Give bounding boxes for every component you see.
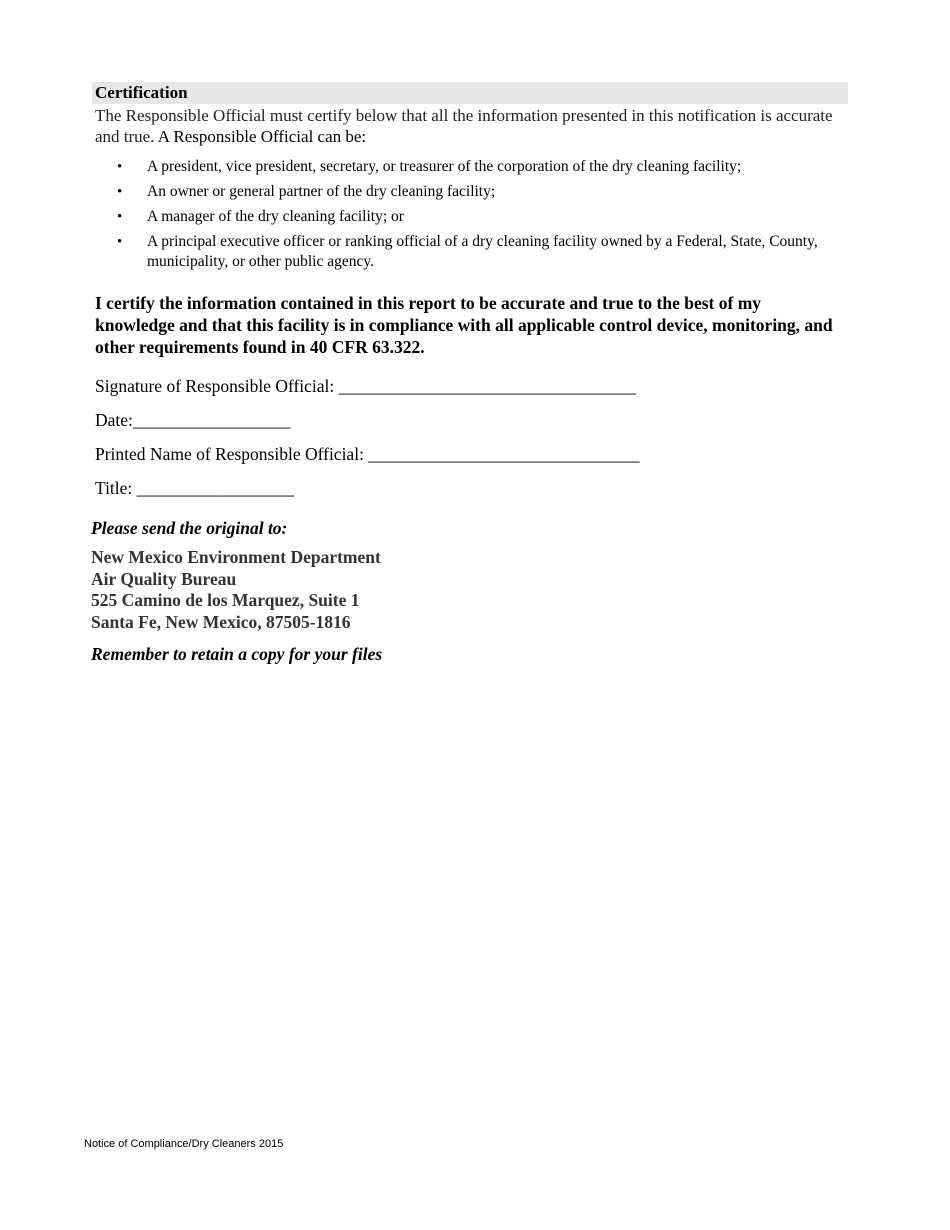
address-line: 525 Camino de los Marquez, Suite 1 <box>91 590 360 611</box>
mailing-address <box>91 547 381 633</box>
list-item-text: A president, vice president, secretary, or treasurer of the corporation of the dry cleaning facility; <box>147 158 742 175</box>
send-instruction: Please send the original to: <box>91 518 288 538</box>
intro-text-part1: The Responsible Official must certify below that all the information presented in this notification is accurate and true. <box>95 106 833 146</box>
address-line: Air Quality Bureau <box>91 568 237 589</box>
certification-intro <box>95 105 855 147</box>
list-item-text: An owner or general partner of the dry cleaning facility; <box>147 183 496 200</box>
signature-field[interactable]: Signature of Responsible Official: __________________________________ <box>95 376 637 396</box>
printed-name-field[interactable]: Printed Name of Responsible Official: _______________________________ <box>95 444 640 464</box>
certification-statement: I certify the information contained in this report to be accurate and true to the best of my knowledge and that this facility is in compliance with all applicable control device, monitoring, and other requirements found in 40 CFR 63.322. <box>95 293 833 357</box>
address-line: New Mexico Environment Department <box>91 547 381 567</box>
bullet-icon: • <box>117 209 123 225</box>
list-item <box>95 182 855 202</box>
date-field[interactable]: Date:__________________ <box>95 410 291 430</box>
address-line: Santa Fe, New Mexico, 87505-1816 <box>91 611 351 632</box>
list-item-text: A principal executive officer or ranking official of a dry cleaning facility owned by a Federal, State, County, municipality, or other public agency. <box>147 233 818 270</box>
retain-copy-note: Remember to retain a copy for your files <box>91 644 383 664</box>
bullet-icon: • <box>117 234 123 250</box>
responsible-official-list <box>95 157 855 277</box>
bullet-icon: • <box>117 159 123 175</box>
page-footer: Notice of Compliance/Dry Cleaners 2015 <box>84 1138 284 1150</box>
list-item-text: A manager of the dry cleaning facility; or <box>147 208 404 225</box>
list-item <box>95 157 855 177</box>
intro-text-part2: A Responsible Official can be: <box>157 127 367 146</box>
list-item <box>95 207 855 227</box>
bullet-icon: • <box>117 184 123 200</box>
list-item <box>95 232 855 272</box>
certification-section-header <box>92 82 848 104</box>
certification-heading: Certification <box>95 83 188 102</box>
title-field[interactable]: Title: __________________ <box>95 478 295 498</box>
